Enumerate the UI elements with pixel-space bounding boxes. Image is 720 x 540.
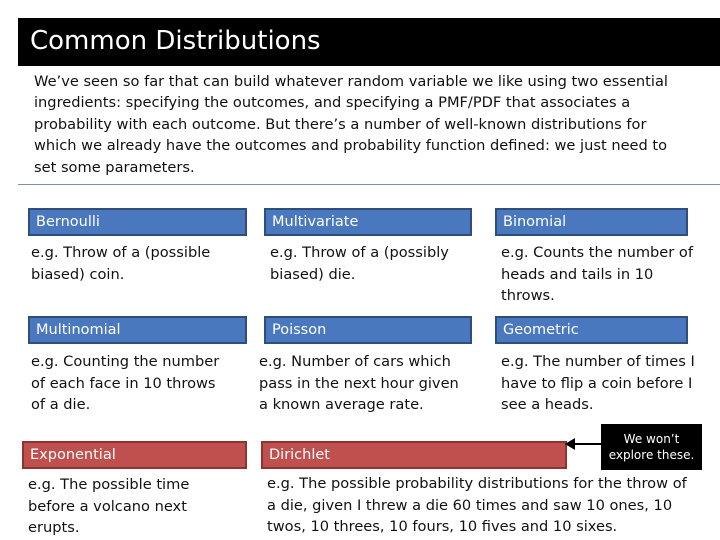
dirichlet-example: e.g. The possible probability distributions for the throw of a die, given I threw a die 60 times and saw 10 ones, 10 twos, 10 threes, 10 fours, 10 fives and 10 sixes. (267, 475, 687, 535)
geometric-example: e.g. The number of times I have to flip a coin before I see a heads. (501, 353, 695, 413)
dirichlet-label: Dirichlet (261, 441, 567, 469)
multinomial-example: e.g. Counting the number of each face in 10 throws of a die. (31, 353, 220, 413)
multivariate-label: Multivariate (264, 208, 472, 236)
exponential-label: Exponential (22, 441, 247, 469)
bernoulli-label: Bernoulli (28, 208, 247, 236)
multinomial-label: Multinomial (28, 316, 247, 344)
bernoulli-example: e.g. Throw of a (possible biased) coin. (31, 244, 211, 283)
binomial-example: e.g. Counts the number of heads and tails in 10 throws. (501, 244, 693, 304)
page-title: Common Distributions (30, 26, 321, 56)
callout-note: We won’t explore these. (601, 424, 702, 470)
geometric-label: Geometric (495, 316, 688, 344)
title-bar (18, 18, 720, 66)
binomial-label: Binomial (495, 208, 688, 236)
arrow-icon (565, 437, 603, 451)
poisson-example: e.g. Number of cars which pass in the next hour given a known average rate. (259, 353, 459, 413)
intro-paragraph: We’ve seen so far that can build whatever random variable we like using two essential ingredients: specifying the outcomes, and specifying a PMF/PDF that associates a probability with each outcome. But there’s a number of well-known distributions for which we already have the outcomes and probability function defined: we just need to set some parameters. (34, 73, 668, 176)
poisson-label: Poisson (264, 316, 472, 344)
divider (18, 184, 720, 185)
exponential-example: e.g. The possible time before a volcano next erupts. (28, 476, 190, 536)
multivariate-example: e.g. Throw of a (possibly biased) die. (270, 244, 449, 283)
